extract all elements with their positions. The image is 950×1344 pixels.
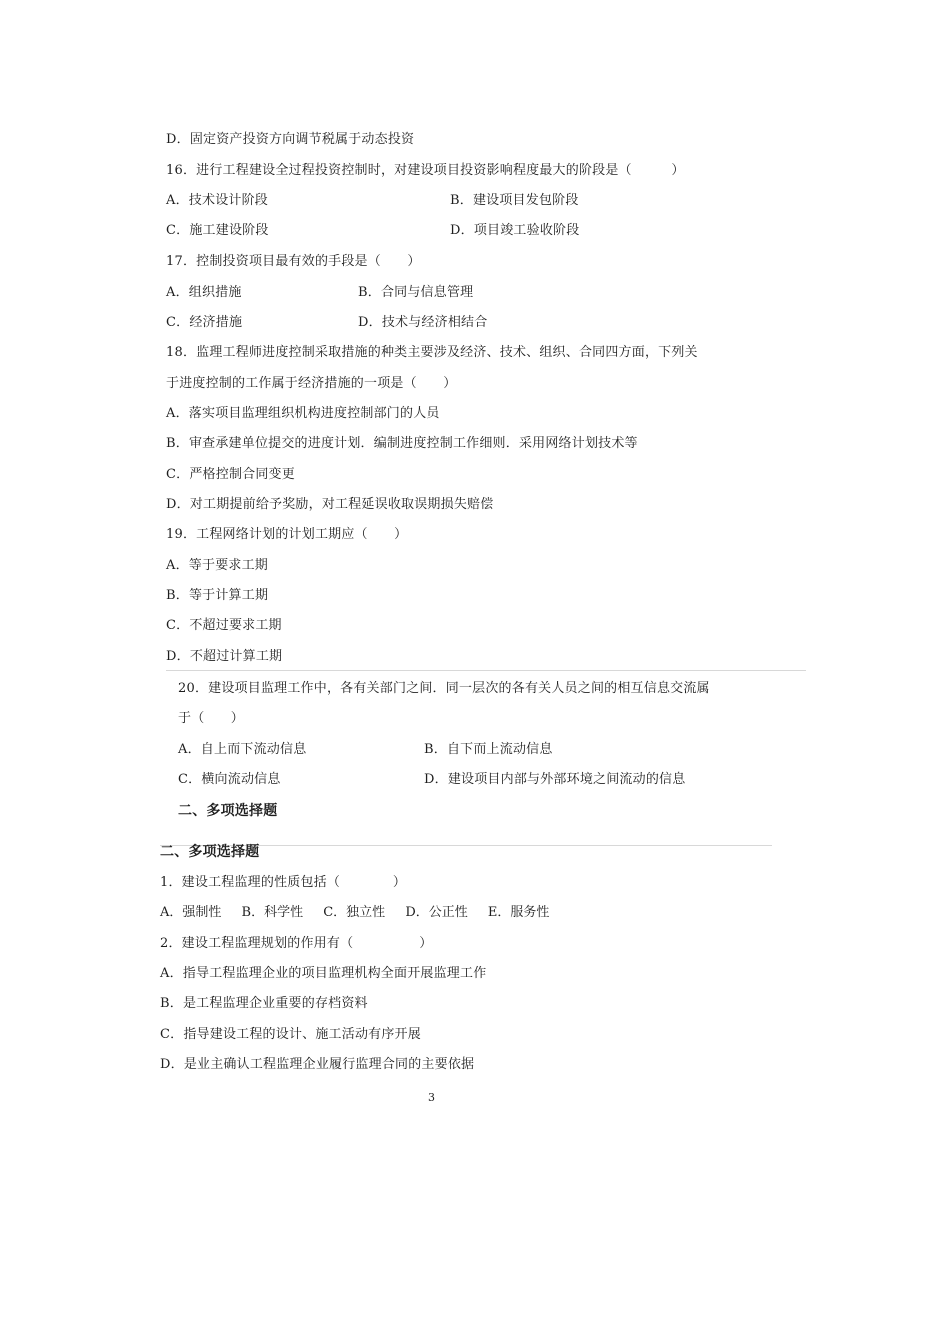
section-heading: 二、多项选择题: [178, 803, 278, 819]
q19-option-b: B．等于计算工期: [166, 588, 269, 603]
q17-option-a: A．组织措施: [166, 285, 242, 300]
q19-option-d: D．不超过计算工期: [166, 649, 283, 664]
divider: [166, 670, 806, 671]
q19-stem: 19．工程网络计划的计划工期应（ ）: [166, 527, 408, 542]
m1-stem: 1．建设工程监理的性质包括（ ）: [160, 875, 407, 890]
q19-option-c: C．不超过要求工期: [166, 618, 282, 633]
q20-option-b: B．自下而上流动信息: [424, 742, 553, 757]
q19-option-a: A．等于要求工期: [166, 558, 268, 573]
q20-option-a: A．自上而下流动信息: [178, 742, 307, 757]
q16-option-c: C．施工建设阶段: [166, 223, 269, 238]
q20-option-c: C．横向流动信息: [178, 772, 281, 787]
q18-stem-line1: 18．监理工程师进度控制采取措施的种类主要涉及经济、技术、组织、合同四方面，下列关: [166, 345, 698, 360]
q20-stem-line1: 20．建设项目监理工作中，各有关部门之间．同一层次的各有关人员之间的相互信息交流属: [178, 681, 710, 696]
m1-option-b: B．科学性: [241, 905, 304, 920]
m2-option-c: C．指导建设工程的设计、施工活动有序开展: [160, 1027, 421, 1042]
q16-stem: 16．进行工程建设全过程投资控制时，对建设项目投资影响程度最大的阶段是（ ）: [166, 163, 685, 178]
m1-option-d: D．公正性: [405, 905, 468, 920]
m1-option-c: C．独立性: [323, 905, 386, 920]
q15-option-d: D．固定资产投资方向调节税属于动态投资: [166, 132, 415, 147]
q18-option-d: D．对工期提前给予奖励，对工程延误收取误期损失赔偿: [166, 497, 494, 512]
q16-option-d: D．项目竣工验收阶段: [450, 223, 580, 238]
m2-option-d: D．是业主确认工程监理企业履行监理合同的主要依据: [160, 1057, 475, 1072]
q18-option-c: C．严格控制合同变更: [166, 467, 295, 482]
q17-stem: 17．控制投资项目最有效的手段是（ ）: [166, 254, 421, 269]
q16-option-a: A．技术设计阶段: [166, 193, 268, 208]
m2-stem: 2．建设工程监理规划的作用有（ ）: [160, 936, 433, 951]
q20-stem-line2: 于（ ）: [178, 711, 245, 726]
m2-option-a: A．指导工程监理企业的项目监理机构全面开展监理工作: [160, 966, 487, 981]
q17-option-c: C．经济措施: [166, 315, 243, 330]
m1-options: [160, 904, 565, 922]
q17-option-b: B．合同与信息管理: [358, 285, 474, 300]
q17-option-d: D．技术与经济相结合: [358, 315, 488, 330]
q16-option-b: B．建设项目发包阶段: [450, 193, 579, 208]
q18-option-a: A．落实项目监理组织机构进度控制部门的人员: [166, 406, 440, 421]
q18-option-b: B．审查承建单位提交的进度计划．编制进度控制工作细则．采用网络计划技术等: [166, 436, 638, 451]
q18-stem-line2: 于进度控制的工作属于经济措施的一项是（ ）: [166, 376, 457, 391]
m2-option-b: B．是工程监理企业重要的存档资料: [160, 996, 368, 1011]
page-number: 3: [428, 1091, 436, 1104]
q20-option-d: D．建设项目内部与外部环境之间流动的信息: [424, 772, 686, 787]
section-heading: 二、多项选择题: [160, 844, 260, 860]
m1-option-a: A．强制性: [160, 905, 222, 920]
m1-option-e: E．服务性: [487, 905, 550, 920]
